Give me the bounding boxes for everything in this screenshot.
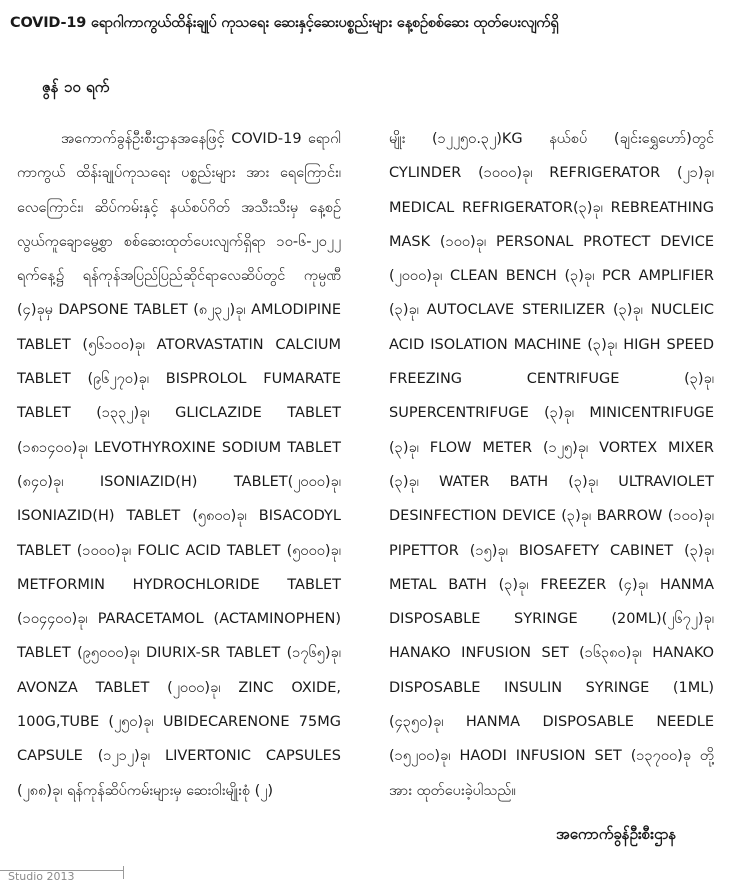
signature: အကောက်ခွန်ဦးစီးဌာန	[556, 825, 677, 843]
body-text-right: မျိုး (၁၂၂၅၀.၃၂)KG နယ်စပ် (ချင်းရွှေဟော်)တွင် CYLINDER (၁၀၀၀)ခု၊ REFRIGERATOR (၂၁)ခု၊ MEDICAL REFRIGERATOR(၃)ခု၊ REBREATHING MASK (၁၀၀)ခု၊ PERSONAL PROTECT DEVICE (၂၀၀၀)ခု၊ CLEAN BENCH (၃)ခု၊ PCR AMPLIFIER (၃)ခု၊ AUTOCLAVE STERILIZER (၃)ခု၊ NUCLEIC ACID ISOLATION MACHINE (၃)ခု၊ HIGH SPEED FREEZING CENTRIFUGE (၃)ခု၊ SUPERCENTRIFUGE (၃)ခု၊ MINICENTRIFUGE (၃)ခု၊ FLOW METER (၁၂၅)ခု၊ VORTEX MIXER (၃)ခု၊ WATER BATH (၃)ခု၊ ULTRAVIOLET DESINFECTION DEVICE (၃)ခု၊ BARROW (၁၀၀)ခု၊ PIPETTOR (၁၅)ခု၊ BIOSAFETY CABINET (၃)ခု၊ METAL BATH (၃)ခု၊ FREEZER (၄)ခု၊ HANMA DISPOSABLE SYRINGE (20ML)(၂၆၇၂)ခု၊ HANAKO INFUSION SET (၁၆၃၈၀)ခု၊ HANAKO DISPOSABLE INSULIN SYRINGE (1ML) (၄၃၅၀)ခု၊ HANMA DISPOSABLE NEEDLE (၁၅၂၀၀)ခု၊ HAODI INFUSION SET (၁၃၇၀၀)ခု တို့အား ထုတ်ပေးခဲ့ပါသည်။	[389, 131, 714, 799]
body-text-left: အကောက်ခွန်ဦးစီးဌာနအနေဖြင့် COVID-19 ရောဂါ ကာကွယ် ထိန်းချုပ်ကုသရေး ပစ္စည်းများ အား ရေကြောင်း၊ လေကြောင်း၊ ဆိပ်ကမ်းနှင့် နယ်စပ်ဂိတ် အသီးသီးမှ နေ့စဉ်လွယ်ကူချောမွေ့စွာ စစ်ဆေးထုတ်ပေးလျက်ရှိရာ ၁၀-၆-၂၀၂၂ ရက်နေ့၌ ရန်ကုန်အပြည်ပြည်ဆိုင်ရာလေဆိပ်တွင် ကုမ္ပဏီ (၄)ခုမှ DAPSONE TABLET (၈၂၃၂)ခု၊ AMLODIPINE TABLET (၅၆၁၀၀)ခု၊ ATORVASTATIN CALCIUM TABLET (၉၆၂၇၀)ခု၊ BISPROLOL FUMARATE TABLET (၁၃၃၂)ခု၊ GLICLAZIDE TABLET (၁၈၁၄၀၀)ခု၊ LEVOTHYROXINE SODIUM TABLET (၈၄၀)ခု၊ ISONIAZID(H) TABLET(၂၀၀၀)ခု၊ ISONIAZID(H) TABLET (၅၈၀၀)ခု၊ BISACODYL TABLET (၁၀၀၀)ခု၊ FOLIC ACID TABLET (၅၀၀၀)ခု၊ METFORMIN HYDROCHLORIDE TABLET (၁၀၄၄၀၀)ခု၊ PARACETAMOL (ACTAMINOPHEN) TABLET (၉၅၀၀၀)ခု၊ DIURIX-SR TABLET (၁၇၆၅)ခု၊ AVONZA TABLET (၂၀၀၀)ခု၊ ZINC OXIDE, 100G,TUBE (၂၅၀)ခု၊ UBIDECARENONE 75MG CAPSULE (၁၂၁၂)ခု၊ LIVERTONIC CAPSULES (၂၈၈)ခု၊ ရန်ကုန်ဆိပ်ကမ်းများမှ ဆေးဝါးမျိုးစုံ (၂)	[17, 131, 341, 799]
dateline: ဇွန် ၁၀ ရက်	[42, 78, 110, 96]
footer-divider-vertical	[123, 866, 124, 879]
article-column-left	[17, 122, 341, 870]
headline: COVID-19 ရောဂါကာကွယ်ထိန်းချုပ် ကုသရေး ဆေးနှင့်ဆေးပစ္စည်းများ နေ့စဉ်စစ်ဆေး ထုတ်ပေးလျက်ရှိ	[10, 15, 559, 31]
footer-fragment: Studio 2013	[8, 870, 75, 883]
article-column-right	[389, 122, 714, 799]
